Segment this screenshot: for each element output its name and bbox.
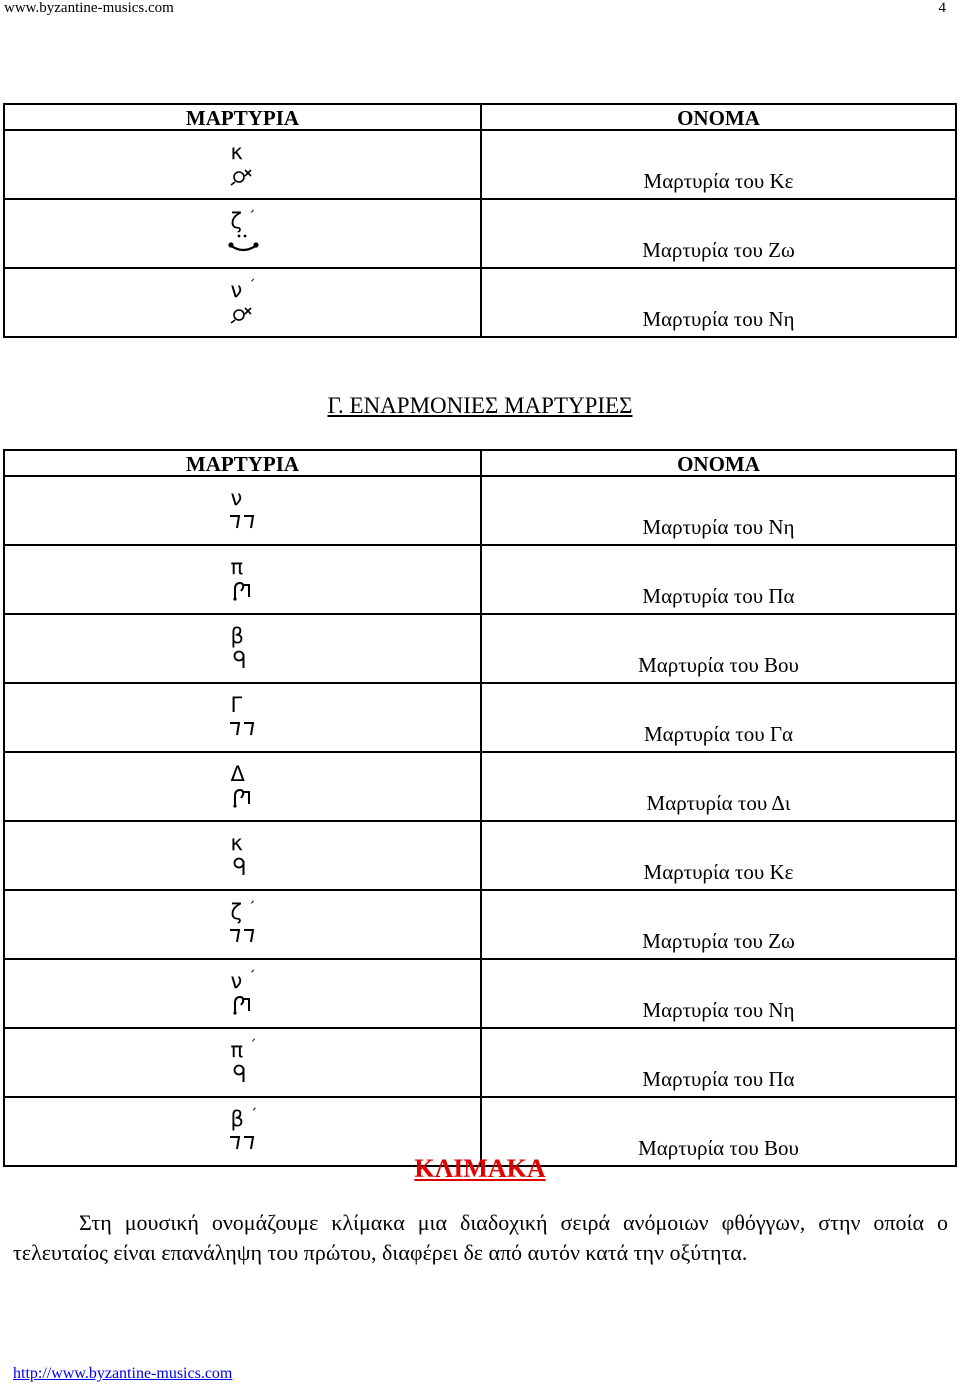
- martyries-table-1: [3, 103, 957, 338]
- martyria-letter-glyph: β: [230, 1106, 244, 1131]
- martyria-sign-icon: [227, 786, 261, 808]
- footer-link[interactable]: http://www.byzantine-musics.com: [13, 1365, 233, 1382]
- martyria-letter: [231, 622, 250, 647]
- column-header-martyria: ΜΑΡΤΥΡΙΑ: [4, 104, 481, 130]
- column-header-onoma: ΟΝΟΜΑ: [481, 450, 956, 476]
- table-row: [4, 890, 956, 959]
- martyria-letter: [231, 138, 249, 163]
- martyria-symbol-cell: [4, 752, 481, 821]
- martyria-letter-glyph: Γ: [230, 692, 243, 717]
- martyria-letter: [231, 484, 249, 509]
- header-site-url: www.byzantine-musics.com: [4, 0, 174, 16]
- martyria-symbol-cell: [4, 476, 481, 545]
- martyria-symbol: [223, 963, 263, 1019]
- martyria-symbol-cell: [4, 959, 481, 1028]
- martyria-sign-icon: [227, 233, 261, 255]
- martyria-sign-icon: [227, 993, 261, 1015]
- martyria-symbol: [223, 894, 263, 950]
- martyria-name: Μαρτυρία του Δι: [481, 752, 956, 821]
- martyria-sign-icon: [227, 510, 261, 532]
- martyria-letter-glyph: κ: [230, 830, 243, 855]
- martyria-letter: [231, 829, 249, 854]
- table-row: [4, 614, 956, 683]
- martyria-letter: [231, 1105, 258, 1130]
- martyria-letter-glyph: ν: [230, 485, 243, 510]
- martyria-name: Μαρτυρία του Κε: [481, 130, 956, 199]
- martyria-symbol: [223, 1032, 263, 1088]
- table-row: [4, 268, 956, 337]
- martyria-symbol: [223, 480, 263, 536]
- martyria-letter-glyph: β: [230, 623, 244, 648]
- martyria-name: Μαρτυρία του Πα: [481, 545, 956, 614]
- martyria-letter-glyph: π: [230, 1037, 244, 1062]
- martyria-symbol-cell: [4, 199, 481, 268]
- martyria-symbol-cell: [4, 1028, 481, 1097]
- martyria-sign-icon: [227, 855, 261, 877]
- martyria-symbol: [223, 618, 263, 674]
- martyria-sign-icon: [227, 924, 261, 946]
- martyria-symbol: [223, 134, 263, 190]
- martyria-name: Μαρτυρία του Βου: [481, 1097, 956, 1166]
- scale-paragraph: Στη μουσική ονομάζουμε κλίμακα μια διαδοχική σειρά ανόμοιων φθόγγων, στην οποία ο τελευταίος είναι επανάληψη του πρώτου, διαφέρει δε από αυτόν κατά την οξύτητα.: [13, 1210, 948, 1265]
- martyria-symbol-cell: [4, 890, 481, 959]
- martyria-name: Μαρτυρία του Νη: [481, 268, 956, 337]
- column-header-onoma: ΟΝΟΜΑ: [481, 104, 956, 130]
- table-row: [4, 476, 956, 545]
- martyria-name: Μαρτυρία του Νη: [481, 959, 956, 1028]
- martyria-sign-icon: [227, 1062, 261, 1084]
- martyria-name: Μαρτυρία του Πα: [481, 1028, 956, 1097]
- martyria-sign-icon: [227, 302, 261, 324]
- martyria-sign-icon: [227, 717, 261, 739]
- martyria-sign-icon: [227, 164, 261, 186]
- martyria-name: Μαρτυρία του Ζω: [481, 199, 956, 268]
- martyria-accent: ΄: [248, 967, 256, 986]
- martyria-letter-glyph: ν: [230, 968, 243, 993]
- table-row: [4, 959, 956, 1028]
- martyria-letter: [231, 760, 251, 785]
- martyria-letter: [231, 691, 249, 716]
- scale-heading: ΚΛΙΜΑΚΑ: [414, 1154, 546, 1183]
- martyria-letter-glyph: ν: [230, 277, 243, 302]
- martyria-letter: [231, 967, 256, 992]
- martyria-letter-glyph: κ: [230, 139, 243, 164]
- martyria-letter: [231, 276, 256, 301]
- martyria-name: Μαρτυρία του Ζω: [481, 890, 956, 959]
- martyria-symbol: [223, 272, 263, 328]
- table-row: [4, 199, 956, 268]
- martyria-letter: [231, 207, 256, 232]
- column-header-martyria: ΜΑΡΤΥΡΙΑ: [4, 450, 481, 476]
- martyria-symbol-cell: [4, 614, 481, 683]
- martyria-accent: ΄: [249, 1105, 258, 1124]
- martyria-symbol-cell: [4, 130, 481, 199]
- martyria-symbol-cell: [4, 545, 481, 614]
- martyria-symbol: [223, 1101, 263, 1157]
- martyria-name: Μαρτυρία του Κε: [481, 821, 956, 890]
- section-title: Γ. ΕΝΑΡΜΟΝΙΕΣ ΜΑΡΤΥΡΙΕΣ: [327, 393, 633, 418]
- martyria-symbol: [223, 825, 263, 881]
- table-row: [4, 130, 956, 199]
- table-row: [4, 752, 956, 821]
- martyria-accent: ΄: [248, 276, 256, 295]
- martyria-letter: [231, 898, 256, 923]
- martyria-sign-icon: [227, 579, 261, 601]
- martyria-symbol: [223, 756, 263, 812]
- page-number: 4: [938, 0, 946, 16]
- martyria-symbol-cell: [4, 268, 481, 337]
- martyria-accent: ΄: [247, 898, 256, 917]
- martyria-symbol-cell: [4, 683, 481, 752]
- martyria-name: Μαρτυρία του Γα: [481, 683, 956, 752]
- table-row: [4, 1028, 956, 1097]
- martyria-symbol: [223, 203, 263, 259]
- martyria-letter-glyph: ζ: [230, 208, 242, 233]
- martyria-accent: ΄: [249, 1036, 257, 1055]
- martyria-letter-glyph: π: [230, 554, 244, 579]
- martyria-symbol-cell: [4, 821, 481, 890]
- martyria-name: Μαρτυρία του Βου: [481, 614, 956, 683]
- table-row: [4, 821, 956, 890]
- martyria-symbol: [223, 549, 263, 605]
- table-row: [4, 545, 956, 614]
- martyria-symbol: [223, 687, 263, 743]
- table-row: [4, 683, 956, 752]
- martyries-table-2: [3, 449, 957, 1167]
- martyria-letter-glyph: ζ: [230, 899, 242, 924]
- martyria-sign-icon: [227, 1131, 261, 1153]
- martyria-letter: [231, 553, 250, 578]
- martyria-accent: ΄: [247, 207, 256, 226]
- martyria-letter-glyph: Δ: [230, 761, 245, 786]
- martyria-name: Μαρτυρία του Νη: [481, 476, 956, 545]
- martyria-letter: [231, 1036, 257, 1061]
- martyria-sign-icon: [227, 648, 261, 670]
